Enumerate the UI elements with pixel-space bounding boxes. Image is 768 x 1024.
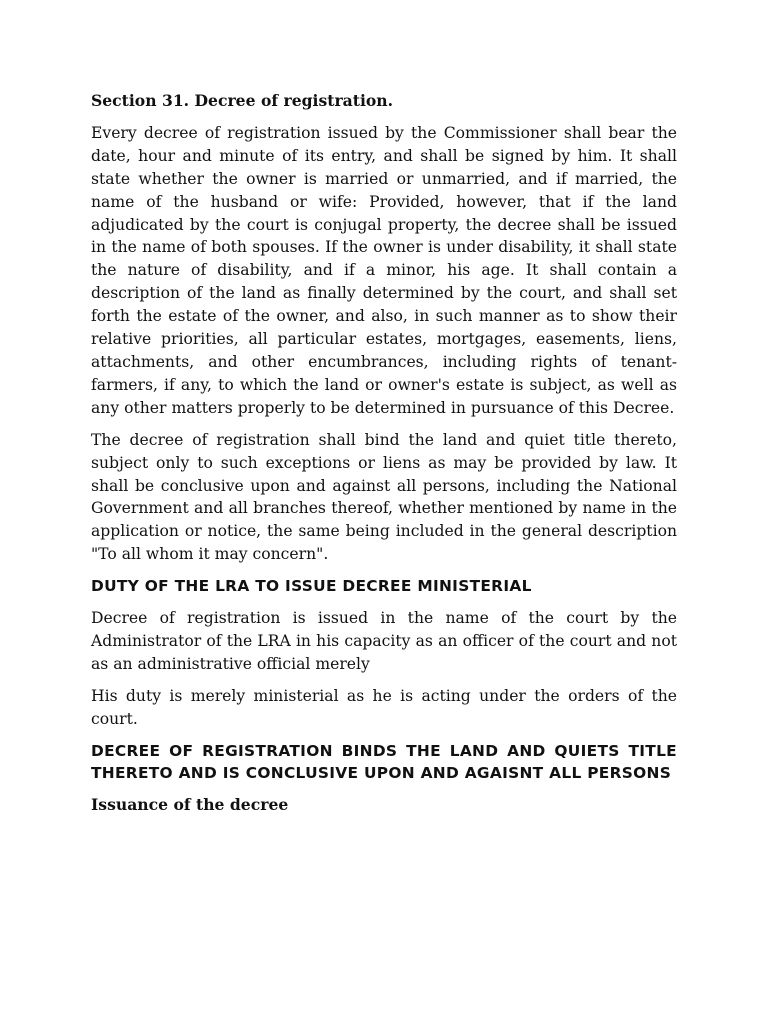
- document-page: [91, 90, 677, 826]
- heading-decree-binds: DECREE OF REGISTRATION BINDS THE LAND AND QUIETS TITLE THERETO AND IS CONCLUSIVE UPON AND AGAISNT ALL PERSONS: [91, 741, 677, 783]
- section-title: Section 31. Decree of registration.: [91, 91, 394, 110]
- heading-duty-lra: DUTY OF THE LRA TO ISSUE DECREE MINISTERIAL: [91, 577, 532, 596]
- paragraph-duty-1: Decree of registration is issued in the name of the court by the Administrator of the LRA in his capacity as an officer of the court and not as an administrative official merely: [91, 609, 677, 673]
- heading-issuance: Issuance of the decree: [91, 795, 289, 815]
- paragraph-decree-binding: The decree of registration shall bind the land and quiet title thereto, subject only to such exceptions or liens as may be provided by law. It shall be conclusive upon and against all persons, including the National Government and all branches thereof, whether mentioned by name in the application or notice, the same being included in the general description "To all whom it may concern".: [91, 430, 677, 564]
- paragraph-duty-2: His duty is merely ministerial as he is acting under the orders of the court.: [91, 686, 677, 728]
- paragraph-decree-contents: Every decree of registration issued by the Commissioner shall bear the date, hour and minute of its entry, and shall be signed by him. It shall state whether the owner is married or unmarried, and if married, the name of the husband or wife: Provided, however, that if the land adjudicated by the court is conjugal property, the decree shall be issued in the name of both spouses. If the owner is under disability, it shall state the nature of disability, and if a minor, his age. It shall contain a description of the land as finally determined by the court, and shall set forth the estate of the owner, and also, in such manner as to show their relative priorities, all particular estates, mortgages, easements, liens, attachments, and other encumbrances, including rights of tenant-farmers, if any, to which the land or owner's estate is subject, as well as any other matters properly to be determined in pursuance of this Decree.: [91, 123, 677, 417]
